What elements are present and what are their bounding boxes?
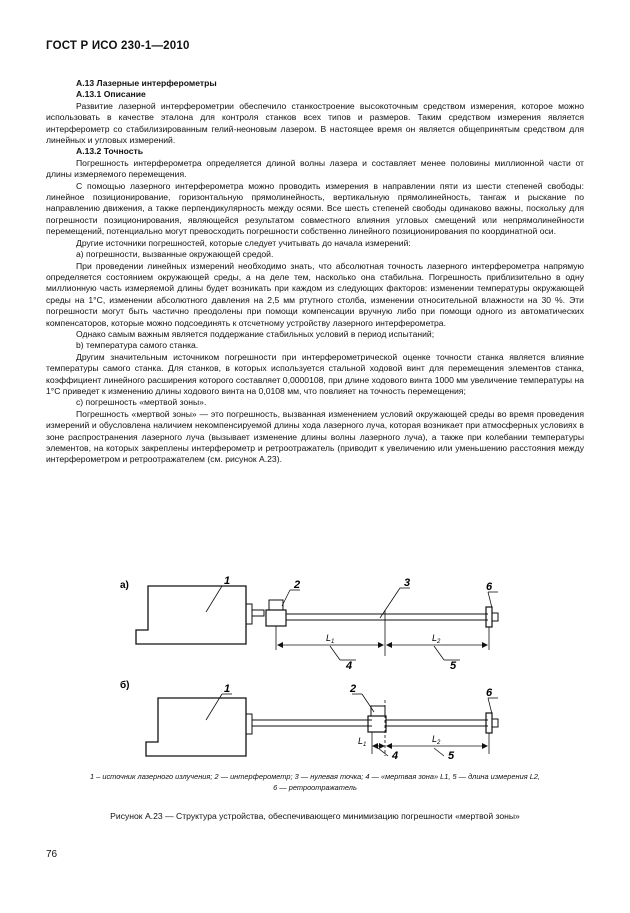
paragraph: Другим значительным источником погрешности при интерферометрической оценке точности станка является влияние температуры самого станка. Для станков, в которых используется стальной ходовой винт для перемещения элементов станка, коэффициент линейного расширения которого составляет 0,0000108, при длине ходового винта 1000 мм увеличение температуры на 1°С приведет к изменению длины ходового винта на 0,0108 мм, что повлияет на точность перемещения; — [46, 351, 584, 396]
callout-1-b: 1 — [224, 683, 231, 695]
figure-legend-line-2: 6 — ретроотражатель — [273, 782, 357, 792]
dim-label-l1-a: $L_1$ — [326, 633, 335, 645]
retroreflector-a — [486, 607, 492, 627]
dim-label-l2-b: $L_2$ — [432, 734, 441, 746]
paragraph: При проведении линейных измерений необходимо знать, что абсолютная точность лазерного интерферометра напрямую определяется состоянием окружающей среды, а на деле тем, насколько она стабильна. Погрешность приблизительно в одну миллионную часть измеряемой длины будет возникать при каждом из следующих факторов: изменении температуры окружающей среды на 1°С, изменении абсолютного давления на 2,5 мм ртутного столба, изменении относительной влажности на 30 %. Эти погрешности могут быть частично преодолены при помощи компенсации вручную либо при помощи одного из автоматических компенсаторов, которые можно подсоединять к отсчетному устройству лазерного интерферометра. — [46, 260, 584, 328]
list-item-b: b) температура самого станка. — [76, 340, 199, 351]
figure-a23 — [0, 570, 630, 760]
list-item-a: а) погрешности, вызванные окружающей средой. — [76, 249, 274, 260]
panel-a — [120, 575, 498, 672]
laser-source-a — [136, 586, 246, 644]
paragraph: С помощью лазерного интерферометра можно проводить измерения в направлении пяти из шести степеней свободы: линейное позиционирование, горизонтальную прямолинейность, вертикальную прямолинейность, тангаж и рыскание по направлению движения, а также перпендикулярность между осями. Все шесть степеней свободы одинаково важны, поскольку для погрешности позиционирования, являющейся результатом совместного влияния угловых смещений или непрямолинейности перемещений, потенциально могут превосходить погрешности собственно линейного позиционирования по координатной оси. — [46, 180, 584, 237]
dim-label-l2-a: $L_2$ — [432, 633, 441, 645]
callout-1-a: 1 — [224, 575, 231, 587]
laser-source-b — [146, 698, 246, 756]
callout-6-a: 6 — [486, 581, 493, 593]
panel-b — [120, 679, 498, 760]
paragraph: Погрешность «мертвой зоны» — это погрешность, вызванная изменением условий окружающей среды во время проведения измерений и обусловлена наличием некомпенсируемой длины хода лазерного луча, которая возникает при атмосферных условиях в зоне распространения лазерного луча (вызывает изменение длины волны лазерного луча), а также при колебании температуры элементов, на которых закреплены интерферометр и ретроотражатель (приводит к увеличению или уменьшению расстояния между интерферометром и ретроотражателем (см. рисунок А.23). — [46, 408, 584, 465]
callout-2-a: 2 — [294, 579, 301, 591]
paragraph: Погрешность интерферометра определяется длиной волны лазера и составляет менее половины миллионной части от длины измеряемого перемещения. — [46, 157, 584, 180]
laser-mount-b — [246, 714, 252, 734]
interferometer-a — [266, 610, 286, 626]
callout-3-a: 3 — [404, 577, 411, 589]
page-number: 76 — [46, 849, 58, 860]
callout-6-b: 6 — [486, 687, 493, 699]
panel-b-label: б) — [120, 680, 130, 691]
document-header: ГОСТ Р ИСО 230-1—2010 — [46, 40, 190, 52]
callout-5-a: 5 — [450, 660, 457, 672]
laser-mount-a — [246, 604, 252, 624]
section-heading-a13: А.13 Лазерные интерферометры — [76, 78, 217, 88]
laser-stem-a — [252, 610, 264, 616]
figure-legend — [46, 772, 584, 793]
callout-4-b: 4 — [392, 750, 399, 760]
paragraph: Другие источники погрешностей, которые следует учитывать до начала измерений: — [76, 237, 411, 248]
retroreflector-b — [486, 713, 492, 733]
section-heading-a132: А.13.2 Точность — [76, 146, 144, 157]
callout-5-b: 5 — [448, 750, 455, 760]
callout-2-b: 2 — [350, 683, 357, 695]
paragraph: Развитие лазерной интерферометрии обеспечило станкостроение высокоточным средством измерения, которое можно использовать в качестве эталона для контроля станков всех типов и размеров. Таким средством измерения является интерферометр со стабилизированным гелий-неоновым лазером. В настоящее время он является общепринятым средством для линейных и угловых измерений. — [46, 100, 584, 146]
interferometer-b — [368, 716, 386, 732]
retroreflector-b-body — [492, 719, 498, 727]
figure-diagram — [0, 570, 630, 760]
callout-4-a: 4 — [346, 660, 353, 672]
panel-a-label: а) — [120, 580, 129, 591]
document-body — [46, 78, 584, 466]
dim-label-l1-b: $L_1$ — [358, 736, 367, 748]
list-item-c: с) погрешность «мертвой зоны». — [76, 397, 207, 408]
retroreflector-a-body — [492, 613, 498, 621]
figure-legend-line-1: 1 – источник лазерного излучения; 2 — интерферометр; 3 — нулевая точка; 4 — «мертвая зона» L1, 5 — длина измерения L2, — [90, 772, 540, 781]
paragraph: Однако самым важным является поддержание стабильных условий в период испытаний; — [76, 328, 435, 339]
interferometer-top-a — [269, 600, 283, 610]
section-heading-a131: А.13.1 Описание — [76, 89, 146, 100]
figure-caption: Рисунок А.23 — Структура устройства, обеспечивающего минимизацию погрешности «мертвой зоны» — [110, 811, 520, 821]
